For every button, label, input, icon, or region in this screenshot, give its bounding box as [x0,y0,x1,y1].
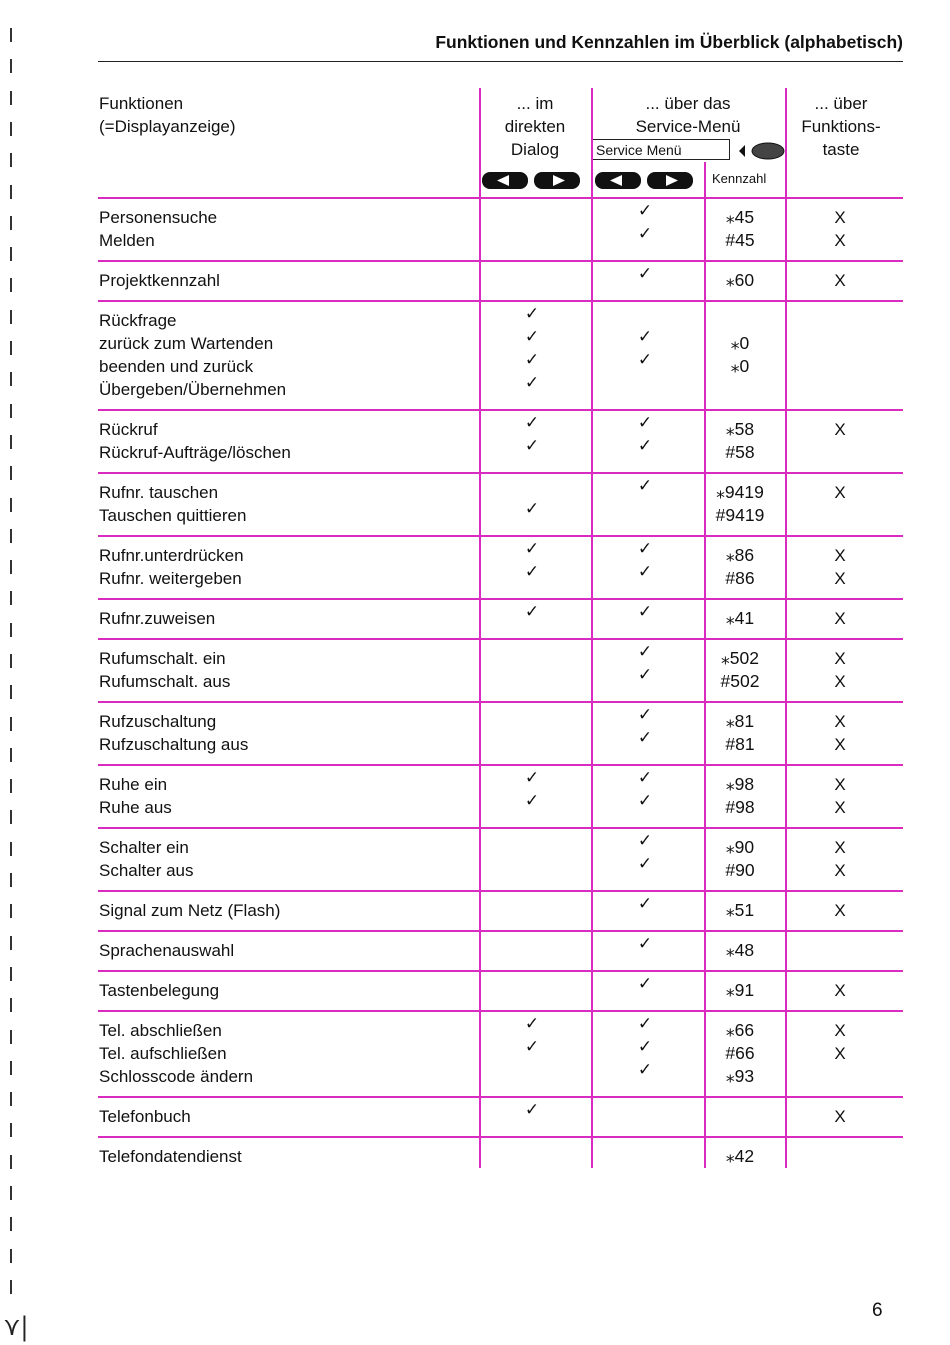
direct-dialog-check-icon: ✓ [524,1100,540,1120]
direct-dialog-check-icon: ✓ [524,413,540,433]
function-label: Telefonbuch [99,1107,191,1126]
kennzahl-code: ⁎81 [725,711,755,731]
kennzahl-code: #502 [720,671,760,691]
direct-header-line: Dialog [510,140,560,159]
direct-header-line: ... im [516,94,554,113]
function-label: Rückfrage [99,311,177,330]
function-label: Schalter aus [99,861,194,880]
service-menu-check-icon: ✓ [637,264,653,284]
function-key-mark: X [834,483,846,502]
fkey-header-line: taste [822,140,860,159]
kennzahl-code: ⁎45 [725,207,755,227]
direct-dialog-check-icon: ✓ [524,304,540,324]
menu-key-icon [736,142,786,160]
kennzahl-code: #90 [725,860,755,880]
function-label: Rückruf [99,420,158,439]
service-menu-check-icon: ✓ [637,1037,653,1057]
right-arrow-key-icon [534,172,580,189]
function-label: Rufnr.unterdrücken [99,546,244,565]
function-key-mark: X [834,569,846,588]
function-label: Tel. aufschließen [99,1044,227,1063]
direct-dialog-check-icon: ✓ [524,539,540,559]
function-key-mark: X [834,546,846,565]
direct-dialog-column-header [480,92,590,161]
service-menu-check-icon: ✓ [637,768,653,788]
row-divider [98,409,903,411]
direct-dialog-check-icon: ✓ [524,373,540,393]
function-key-mark: X [834,1107,846,1126]
direct-dialog-check-icon: ✓ [524,1014,540,1034]
row-divider [98,1096,903,1098]
kennzahl-code: #9419 [715,505,765,525]
function-label: Rufumschalt. aus [99,672,231,691]
function-key-mark: X [834,672,846,691]
function-label: Sprachenauswahl [99,941,235,960]
function-key-mark: X [834,861,846,880]
row-divider [98,930,903,932]
service-menu-check-icon: ✓ [637,791,653,811]
service-menu-check-icon: ✓ [637,562,653,582]
function-label: Personensuche [99,208,218,227]
service-menu-check-icon: ✓ [637,224,653,244]
function-label: zurück zum Wartenden [99,334,274,353]
function-label: Tel. abschließen [99,1021,222,1040]
function-label: Rufnr. weitergeben [99,569,242,588]
function-key-mark: X [834,208,846,227]
kennzahl-code: ⁎58 [725,419,755,439]
service-menu-check-icon: ✓ [637,665,653,685]
kennzahl-code: ⁎9419 [716,482,764,502]
row-divider [98,701,903,703]
function-label: Schalter ein [99,838,189,857]
service-menu-check-icon: ✓ [637,350,653,370]
row-divider [98,300,903,302]
left-arrow-key-icon [595,172,641,189]
kennzahl-code: ⁎66 [725,1020,755,1040]
direct-dialog-check-icon: ✓ [524,499,540,519]
service-menu-check-icon: ✓ [637,1014,653,1034]
functions-header-line: (=Displayanzeige) [99,117,236,136]
service-menu-check-icon: ✓ [637,201,653,221]
left-arrow-key-icon [482,172,528,189]
row-divider [98,827,903,829]
table-header-rule [98,197,903,199]
kennzahl-code: #58 [725,442,755,462]
row-divider [98,1136,903,1138]
function-label: Rufumschalt. ein [99,649,226,668]
service-menu-check-icon: ✓ [637,894,653,914]
direct-dialog-check-icon: ✓ [524,768,540,788]
column-divider [591,88,593,1168]
service-menu-check-icon: ✓ [637,642,653,662]
function-label: Rufzuschaltung [99,712,217,731]
margin-tick-marks [10,0,14,1345]
service-menu-check-icon: ✓ [637,831,653,851]
direct-dialog-check-icon: ✓ [524,1037,540,1057]
kennzahl-code: ⁎51 [725,900,755,920]
function-key-mark: X [834,981,846,1000]
kennzahl-code: ⁎0 [730,333,750,353]
function-key-mark: X [834,775,846,794]
service-menu-check-icon: ✓ [637,974,653,994]
direct-dialog-check-icon: ✓ [524,350,540,370]
function-key-mark: X [834,1044,846,1063]
kennzahl-code: ⁎60 [725,270,755,290]
row-divider [98,598,903,600]
kennzahl-code: ⁎91 [725,980,755,1000]
row-divider [98,890,903,892]
kennzahl-code: ⁎502 [721,648,759,668]
function-label: Signal zum Netz (Flash) [99,901,281,920]
function-key-mark: X [834,649,846,668]
right-arrow-key-icon [647,172,693,189]
function-label: Melden [99,231,155,250]
service-header-line: ... über das [645,94,731,113]
service-menu-check-icon: ✓ [637,728,653,748]
function-label: Rufnr. tauschen [99,483,219,502]
kennzahl-code: #45 [725,230,755,250]
direct-header-line: direkten [504,117,566,136]
kennzahl-code: ⁎93 [725,1066,755,1086]
function-label: Projektkennzahl [99,271,220,290]
kennzahl-code: #66 [725,1043,755,1063]
page-title: Funktionen und Kennzahlen im Überblick (alphabetisch) [98,32,903,62]
page-number: 6 [872,1300,883,1321]
row-divider [98,764,903,766]
function-label: Telefondatendienst [99,1147,242,1166]
function-key-mark: X [834,838,846,857]
function-key-mark: X [834,231,846,250]
service-menu-check-icon: ✓ [637,1060,653,1080]
service-menu-check-icon: ✓ [637,854,653,874]
corner-mark: ⋎| [3,1312,29,1342]
function-key-mark: X [834,712,846,731]
service-menu-check-icon: ✓ [637,327,653,347]
function-key-column-header [786,92,896,161]
service-menu-check-icon: ✓ [637,539,653,559]
column-divider [785,88,787,1168]
kennzahl-code: ⁎48 [725,940,755,960]
direct-dialog-check-icon: ✓ [524,791,540,811]
kennzahl-code: #86 [725,568,755,588]
column-divider [704,162,706,1168]
direct-dialog-check-icon: ✓ [524,327,540,347]
kennzahl-code: #81 [725,734,755,754]
column-divider [479,88,481,1168]
service-arrow-keys [595,172,693,189]
function-label: Ruhe ein [99,775,168,794]
row-divider [98,260,903,262]
row-divider [98,472,903,474]
row-divider [98,970,903,972]
function-key-mark: X [834,735,846,754]
function-key-mark: X [834,1021,846,1040]
direct-arrow-keys [482,172,580,189]
service-menu-display: Service Menü [592,139,730,160]
direct-dialog-check-icon: ✓ [524,562,540,582]
function-label: Ruhe aus [99,798,172,817]
kennzahl-code: ⁎90 [725,837,755,857]
service-menu-check-icon: ✓ [637,705,653,725]
service-menu-column-header [592,92,784,138]
direct-dialog-check-icon: ✓ [524,602,540,622]
service-menu-check-icon: ✓ [637,602,653,622]
function-label: Rufnr.zuweisen [99,609,216,628]
function-key-mark: X [834,420,846,439]
service-menu-check-icon: ✓ [637,436,653,456]
function-label: Schlosscode ändern [99,1067,254,1086]
fkey-header-line: ... über [814,94,868,113]
function-label: beenden und zurück [99,357,254,376]
kennzahl-label: Kennzahl [712,171,767,186]
service-menu-check-icon: ✓ [637,413,653,433]
fkey-header-line: Funktions- [801,117,881,136]
direct-dialog-check-icon: ✓ [524,436,540,456]
service-header-line: Service-Menü [635,117,741,136]
function-key-mark: X [834,901,846,920]
row-divider [98,638,903,640]
function-label: Tastenbelegung [99,981,220,1000]
function-label: Rufzuschaltung aus [99,735,249,754]
service-menu-check-icon: ✓ [637,476,653,496]
function-label: Übergeben/Übernehmen [99,380,287,399]
kennzahl-code: ⁎41 [725,608,755,628]
function-key-mark: X [834,609,846,628]
kennzahl-code: #98 [725,797,755,817]
function-key-mark: X [834,798,846,817]
functions-column-header [99,92,236,138]
function-key-mark: X [834,271,846,290]
kennzahl-code: ⁎86 [725,545,755,565]
functions-header-line: Funktionen [99,94,184,113]
function-label: Rückruf-Aufträge/löschen [99,443,291,462]
function-label: Tauschen quittieren [99,506,247,525]
kennzahl-code: ⁎42 [725,1146,755,1166]
row-divider [98,535,903,537]
kennzahl-code: ⁎98 [725,774,755,794]
kennzahl-code: ⁎0 [730,356,750,376]
row-divider [98,1010,903,1012]
service-menu-check-icon: ✓ [637,934,653,954]
